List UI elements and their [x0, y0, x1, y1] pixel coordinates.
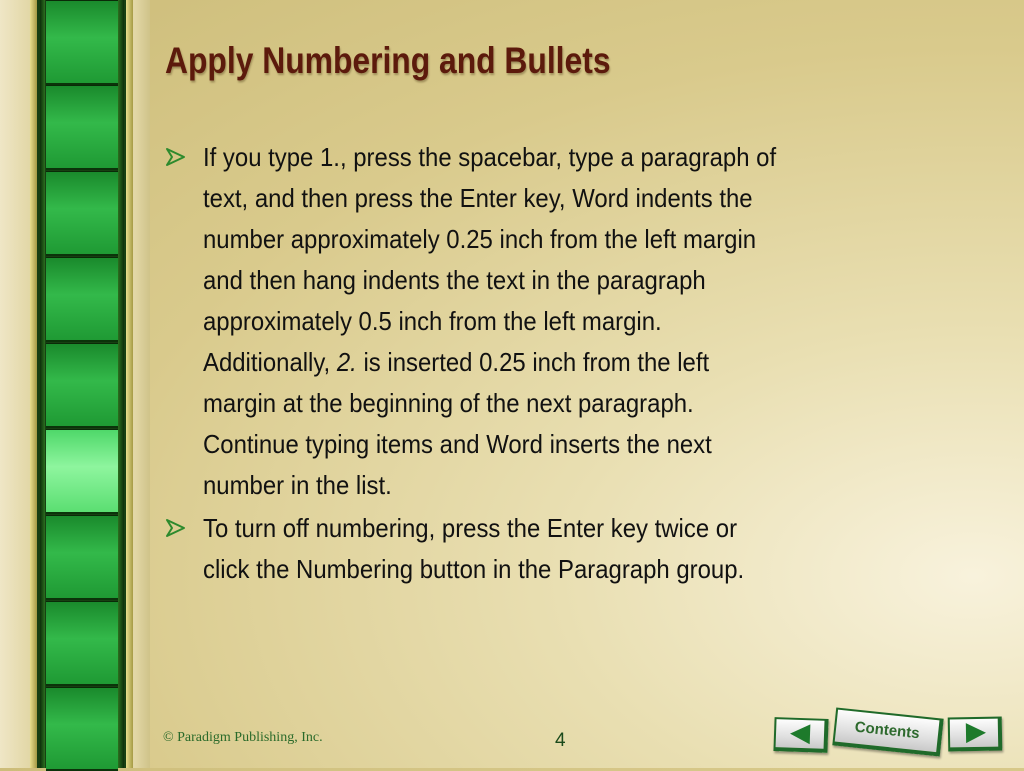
bullet-text-segment: Additionally, — [203, 347, 337, 377]
bullet-list — [165, 137, 945, 592]
bullet-item — [165, 508, 945, 590]
filmstrip-rail-left — [30, 0, 37, 768]
filmstrip-cell — [46, 85, 118, 170]
filmstrip-rail-left-inner — [40, 0, 45, 768]
bullet-text-line: number approximately 0.25 inch from the left margin — [203, 224, 757, 254]
filmstrip-cell — [46, 257, 118, 342]
contents-button[interactable]: Contents — [832, 707, 943, 756]
page-number: 4 — [555, 730, 566, 751]
filmstrip-sidebar — [0, 0, 150, 768]
filmstrip-cell — [46, 601, 118, 686]
copyright-text: © Paradigm Publishing, Inc. — [163, 730, 323, 745]
filmstrip-cell — [46, 171, 118, 256]
slide-title: Apply Numbering and Bullets — [165, 40, 611, 81]
filmstrip-cell-highlight — [46, 429, 118, 514]
filmstrip-cell — [46, 0, 118, 85]
bullet-text-line: To turn off numbering, press the Enter key twice or — [203, 513, 738, 543]
bullet-text-italic: 2. — [336, 347, 357, 377]
bullet-text-line: approximately 0.5 inch from the left margin. — [203, 306, 662, 336]
bullet-text-line: Continue typing items and Word inserts the next — [203, 429, 712, 459]
filmstrip-cell — [46, 687, 118, 771]
next-slide-button[interactable] — [948, 717, 1003, 752]
bullet-text-line — [203, 342, 886, 383]
bullet-item — [165, 137, 945, 506]
arrow-right-icon — [966, 723, 986, 743]
bullet-text-line: number in the list. — [203, 470, 392, 500]
bullet-text-line: margin at the beginning of the next paragraph. — [203, 388, 694, 418]
arrow-left-icon — [790, 724, 811, 745]
filmstrip-rail-right — [126, 0, 133, 768]
bullet-text-segment: is inserted 0.25 inch from the left — [356, 347, 710, 377]
bullet-text-line: text, and then press the Enter key, Word indents the — [203, 183, 753, 213]
bullet-text-line: and then hang indents the text in the paragraph — [203, 265, 706, 295]
filmstrip-rail-right-inner — [118, 0, 124, 768]
bullet-text-line: click the Numbering button in the Paragraph group. — [203, 554, 745, 584]
arrow-bullet-icon — [165, 517, 187, 539]
filmstrip-cell — [46, 343, 118, 428]
previous-slide-button[interactable] — [773, 717, 828, 753]
bullet-text-line: If you type 1., press the spacebar, type a paragraph of — [203, 142, 777, 172]
filmstrip-cell — [46, 515, 118, 600]
arrow-bullet-icon — [165, 146, 187, 168]
